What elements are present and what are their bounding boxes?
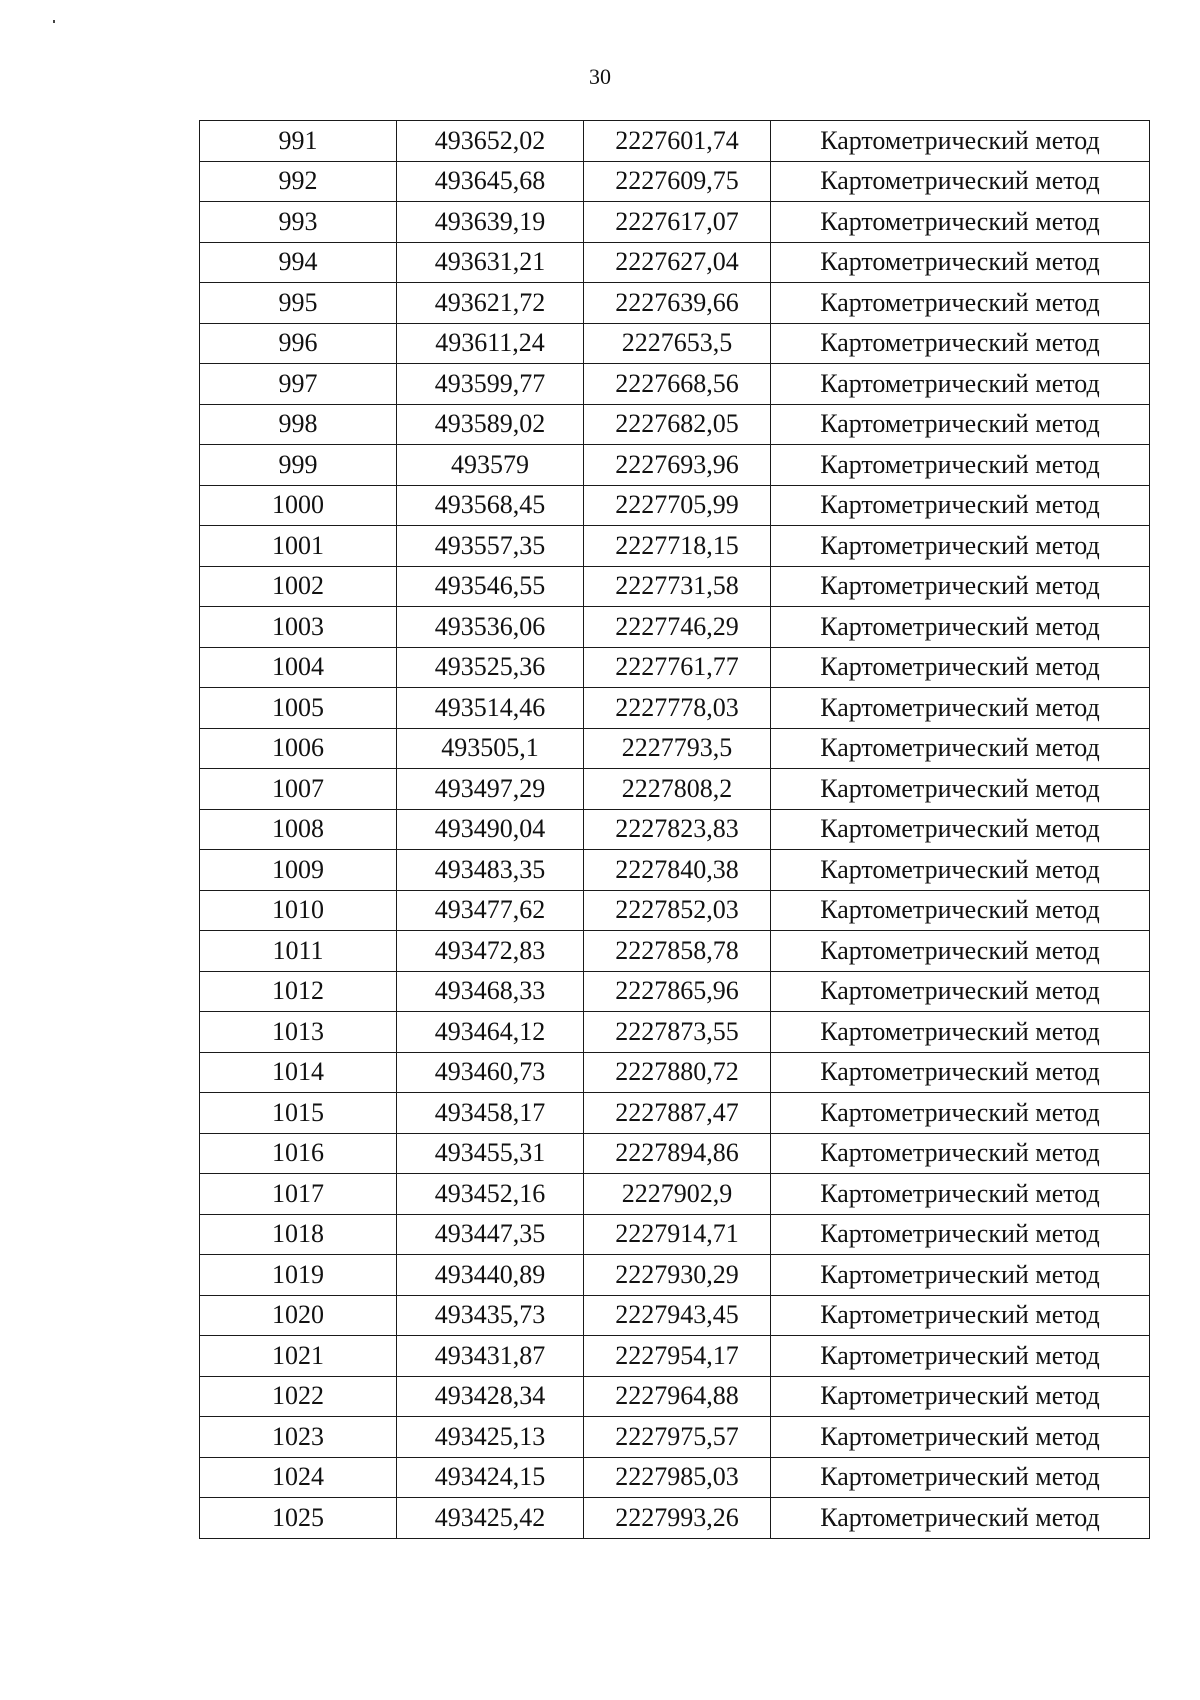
y-coordinate-cell: 2227693,96 bbox=[584, 445, 771, 486]
x-coordinate-cell: 493490,04 bbox=[397, 809, 584, 850]
x-coordinate-cell: 493428,34 bbox=[397, 1376, 584, 1417]
x-coordinate-cell: 493611,24 bbox=[397, 323, 584, 364]
table-row bbox=[200, 769, 1150, 810]
y-coordinate-cell: 2227873,55 bbox=[584, 1012, 771, 1053]
point-number-cell: 1016 bbox=[200, 1133, 397, 1174]
x-coordinate-cell: 493472,83 bbox=[397, 931, 584, 972]
y-coordinate-cell: 2227627,04 bbox=[584, 242, 771, 283]
x-coordinate-cell: 493557,35 bbox=[397, 526, 584, 567]
x-coordinate-cell: 493477,62 bbox=[397, 890, 584, 931]
x-coordinate-cell: 493536,06 bbox=[397, 607, 584, 648]
x-coordinate-cell: 493483,35 bbox=[397, 850, 584, 891]
table-row bbox=[200, 850, 1150, 891]
table-row bbox=[200, 1417, 1150, 1458]
table-row bbox=[200, 728, 1150, 769]
method-cell: Картометрический метод bbox=[771, 890, 1150, 931]
y-coordinate-cell: 2227954,17 bbox=[584, 1336, 771, 1377]
method-cell: Картометрический метод bbox=[771, 445, 1150, 486]
x-coordinate-cell: 493455,31 bbox=[397, 1133, 584, 1174]
x-coordinate-cell: 493424,15 bbox=[397, 1457, 584, 1498]
table-row bbox=[200, 1214, 1150, 1255]
method-cell: Картометрический метод bbox=[771, 1093, 1150, 1134]
y-coordinate-cell: 2227731,58 bbox=[584, 566, 771, 607]
table-row bbox=[200, 202, 1150, 243]
y-coordinate-cell: 2227601,74 bbox=[584, 121, 771, 162]
y-coordinate-cell: 2227852,03 bbox=[584, 890, 771, 931]
x-coordinate-cell: 493514,46 bbox=[397, 688, 584, 729]
point-number-cell: 1011 bbox=[200, 931, 397, 972]
x-coordinate-cell: 493568,45 bbox=[397, 485, 584, 526]
table-row bbox=[200, 242, 1150, 283]
method-cell: Картометрический метод bbox=[771, 1295, 1150, 1336]
table-row bbox=[200, 404, 1150, 445]
table-row bbox=[200, 607, 1150, 648]
x-coordinate-cell: 493458,17 bbox=[397, 1093, 584, 1134]
method-cell: Картометрический метод bbox=[771, 1012, 1150, 1053]
point-number-cell: 1014 bbox=[200, 1052, 397, 1093]
y-coordinate-cell: 2227718,15 bbox=[584, 526, 771, 567]
method-cell: Картометрический метод bbox=[771, 526, 1150, 567]
y-coordinate-cell: 2227930,29 bbox=[584, 1255, 771, 1296]
point-number-cell: 998 bbox=[200, 404, 397, 445]
point-number-cell: 1010 bbox=[200, 890, 397, 931]
point-number-cell: 1006 bbox=[200, 728, 397, 769]
point-number-cell: 1008 bbox=[200, 809, 397, 850]
method-cell: Картометрический метод bbox=[771, 404, 1150, 445]
y-coordinate-cell: 2227993,26 bbox=[584, 1498, 771, 1539]
method-cell: Картометрический метод bbox=[771, 1498, 1150, 1539]
table-row bbox=[200, 890, 1150, 931]
x-coordinate-cell: 493468,33 bbox=[397, 971, 584, 1012]
y-coordinate-cell: 2227914,71 bbox=[584, 1214, 771, 1255]
table-row bbox=[200, 931, 1150, 972]
method-cell: Картометрический метод bbox=[771, 1457, 1150, 1498]
point-number-cell: 1025 bbox=[200, 1498, 397, 1539]
method-cell: Картометрический метод bbox=[771, 809, 1150, 850]
point-number-cell: 996 bbox=[200, 323, 397, 364]
scan-artifact-mark bbox=[53, 20, 55, 23]
y-coordinate-cell: 2227761,77 bbox=[584, 647, 771, 688]
point-number-cell: 1023 bbox=[200, 1417, 397, 1458]
point-number-cell: 1002 bbox=[200, 566, 397, 607]
y-coordinate-cell: 2227653,5 bbox=[584, 323, 771, 364]
method-cell: Картометрический метод bbox=[771, 1376, 1150, 1417]
x-coordinate-cell: 493639,19 bbox=[397, 202, 584, 243]
method-cell: Картометрический метод bbox=[771, 121, 1150, 162]
method-cell: Картометрический метод bbox=[771, 1052, 1150, 1093]
method-cell: Картометрический метод bbox=[771, 728, 1150, 769]
x-coordinate-cell: 493525,36 bbox=[397, 647, 584, 688]
method-cell: Картометрический метод bbox=[771, 769, 1150, 810]
point-number-cell: 1001 bbox=[200, 526, 397, 567]
y-coordinate-cell: 2227880,72 bbox=[584, 1052, 771, 1093]
x-coordinate-cell: 493425,13 bbox=[397, 1417, 584, 1458]
x-coordinate-cell: 493621,72 bbox=[397, 283, 584, 324]
method-cell: Картометрический метод bbox=[771, 364, 1150, 405]
y-coordinate-cell: 2227964,88 bbox=[584, 1376, 771, 1417]
table-row bbox=[200, 688, 1150, 729]
y-coordinate-cell: 2227975,57 bbox=[584, 1417, 771, 1458]
table-row bbox=[200, 1052, 1150, 1093]
method-cell: Картометрический метод bbox=[771, 688, 1150, 729]
page-number: 30 bbox=[589, 64, 611, 89]
table-row bbox=[200, 1336, 1150, 1377]
y-coordinate-cell: 2227793,5 bbox=[584, 728, 771, 769]
point-number-cell: 1005 bbox=[200, 688, 397, 729]
y-coordinate-cell: 2227705,99 bbox=[584, 485, 771, 526]
table-row bbox=[200, 566, 1150, 607]
x-coordinate-cell: 493431,87 bbox=[397, 1336, 584, 1377]
point-number-cell: 1020 bbox=[200, 1295, 397, 1336]
point-number-cell: 992 bbox=[200, 161, 397, 202]
x-coordinate-cell: 493447,35 bbox=[397, 1214, 584, 1255]
point-number-cell: 1024 bbox=[200, 1457, 397, 1498]
table-row bbox=[200, 809, 1150, 850]
x-coordinate-cell: 493505,1 bbox=[397, 728, 584, 769]
table-row bbox=[200, 161, 1150, 202]
point-number-cell: 1003 bbox=[200, 607, 397, 648]
point-number-cell: 997 bbox=[200, 364, 397, 405]
table-row bbox=[200, 1457, 1150, 1498]
point-number-cell: 1007 bbox=[200, 769, 397, 810]
method-cell: Картометрический метод bbox=[771, 971, 1150, 1012]
method-cell: Картометрический метод bbox=[771, 647, 1150, 688]
point-number-cell: 991 bbox=[200, 121, 397, 162]
point-number-cell: 999 bbox=[200, 445, 397, 486]
method-cell: Картометрический метод bbox=[771, 850, 1150, 891]
point-number-cell: 994 bbox=[200, 242, 397, 283]
y-coordinate-cell: 2227823,83 bbox=[584, 809, 771, 850]
table-row bbox=[200, 1295, 1150, 1336]
point-number-cell: 1019 bbox=[200, 1255, 397, 1296]
point-number-cell: 1021 bbox=[200, 1336, 397, 1377]
x-coordinate-cell: 493645,68 bbox=[397, 161, 584, 202]
method-cell: Картометрический метод bbox=[771, 161, 1150, 202]
point-number-cell: 1000 bbox=[200, 485, 397, 526]
method-cell: Картометрический метод bbox=[771, 283, 1150, 324]
table-row bbox=[200, 1255, 1150, 1296]
y-coordinate-cell: 2227668,56 bbox=[584, 364, 771, 405]
method-cell: Картометрический метод bbox=[771, 1174, 1150, 1215]
coordinates-table-body bbox=[200, 121, 1150, 1539]
table-row bbox=[200, 1498, 1150, 1539]
y-coordinate-cell: 2227808,2 bbox=[584, 769, 771, 810]
method-cell: Картометрический метод bbox=[771, 323, 1150, 364]
method-cell: Картометрический метод bbox=[771, 1417, 1150, 1458]
table-row bbox=[200, 283, 1150, 324]
x-coordinate-cell: 493464,12 bbox=[397, 1012, 584, 1053]
point-number-cell: 1018 bbox=[200, 1214, 397, 1255]
table-row bbox=[200, 1174, 1150, 1215]
method-cell: Картометрический метод bbox=[771, 1133, 1150, 1174]
table-row bbox=[200, 323, 1150, 364]
x-coordinate-cell: 493452,16 bbox=[397, 1174, 584, 1215]
table-row bbox=[200, 364, 1150, 405]
y-coordinate-cell: 2227887,47 bbox=[584, 1093, 771, 1134]
point-number-cell: 1009 bbox=[200, 850, 397, 891]
y-coordinate-cell: 2227639,66 bbox=[584, 283, 771, 324]
method-cell: Картометрический метод bbox=[771, 1255, 1150, 1296]
x-coordinate-cell: 493425,42 bbox=[397, 1498, 584, 1539]
table-row bbox=[200, 485, 1150, 526]
x-coordinate-cell: 493631,21 bbox=[397, 242, 584, 283]
x-coordinate-cell: 493497,29 bbox=[397, 769, 584, 810]
y-coordinate-cell: 2227902,9 bbox=[584, 1174, 771, 1215]
x-coordinate-cell: 493579 bbox=[397, 445, 584, 486]
point-number-cell: 1017 bbox=[200, 1174, 397, 1215]
y-coordinate-cell: 2227682,05 bbox=[584, 404, 771, 445]
table-row bbox=[200, 647, 1150, 688]
y-coordinate-cell: 2227746,29 bbox=[584, 607, 771, 648]
x-coordinate-cell: 493460,73 bbox=[397, 1052, 584, 1093]
x-coordinate-cell: 493440,89 bbox=[397, 1255, 584, 1296]
coordinates-table bbox=[199, 120, 1150, 1539]
y-coordinate-cell: 2227609,75 bbox=[584, 161, 771, 202]
point-number-cell: 1004 bbox=[200, 647, 397, 688]
table-row bbox=[200, 121, 1150, 162]
y-coordinate-cell: 2227894,86 bbox=[584, 1133, 771, 1174]
method-cell: Картометрический метод bbox=[771, 607, 1150, 648]
method-cell: Картометрический метод bbox=[771, 242, 1150, 283]
y-coordinate-cell: 2227840,38 bbox=[584, 850, 771, 891]
y-coordinate-cell: 2227858,78 bbox=[584, 931, 771, 972]
table-row bbox=[200, 1133, 1150, 1174]
x-coordinate-cell: 493435,73 bbox=[397, 1295, 584, 1336]
method-cell: Картометрический метод bbox=[771, 931, 1150, 972]
point-number-cell: 1022 bbox=[200, 1376, 397, 1417]
y-coordinate-cell: 2227943,45 bbox=[584, 1295, 771, 1336]
table-row bbox=[200, 971, 1150, 1012]
y-coordinate-cell: 2227985,03 bbox=[584, 1457, 771, 1498]
table-row bbox=[200, 1376, 1150, 1417]
table-row bbox=[200, 526, 1150, 567]
point-number-cell: 1015 bbox=[200, 1093, 397, 1134]
method-cell: Картометрический метод bbox=[771, 1214, 1150, 1255]
x-coordinate-cell: 493589,02 bbox=[397, 404, 584, 445]
table-row bbox=[200, 1012, 1150, 1053]
point-number-cell: 1013 bbox=[200, 1012, 397, 1053]
method-cell: Картометрический метод bbox=[771, 485, 1150, 526]
table-row bbox=[200, 1093, 1150, 1134]
y-coordinate-cell: 2227617,07 bbox=[584, 202, 771, 243]
y-coordinate-cell: 2227865,96 bbox=[584, 971, 771, 1012]
point-number-cell: 995 bbox=[200, 283, 397, 324]
x-coordinate-cell: 493652,02 bbox=[397, 121, 584, 162]
point-number-cell: 1012 bbox=[200, 971, 397, 1012]
method-cell: Картометрический метод bbox=[771, 1336, 1150, 1377]
table-row bbox=[200, 445, 1150, 486]
method-cell: Картометрический метод bbox=[771, 566, 1150, 607]
y-coordinate-cell: 2227778,03 bbox=[584, 688, 771, 729]
point-number-cell: 993 bbox=[200, 202, 397, 243]
x-coordinate-cell: 493599,77 bbox=[397, 364, 584, 405]
x-coordinate-cell: 493546,55 bbox=[397, 566, 584, 607]
method-cell: Картометрический метод bbox=[771, 202, 1150, 243]
